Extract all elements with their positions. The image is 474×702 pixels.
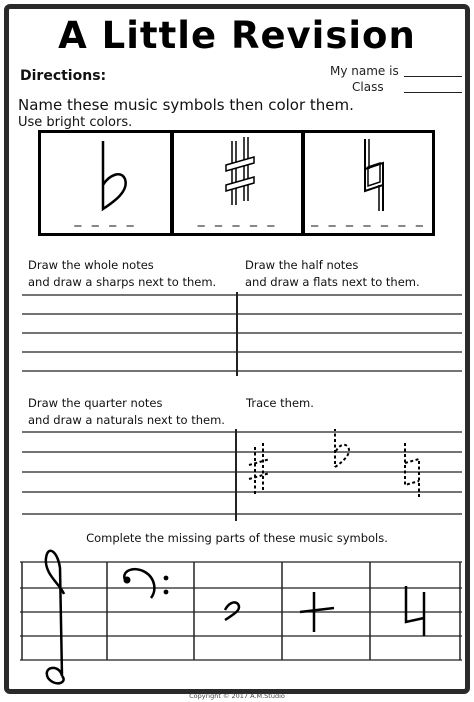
task-quarter-notes: Draw the quarter notes and draw a naturals next to them. xyxy=(28,396,225,427)
symbol-answer-blank[interactable]: _ _ _ _ _ _ _ xyxy=(311,211,426,227)
instruction-line-1: Name these music symbols then color them. xyxy=(18,96,354,114)
name-blank-line[interactable] xyxy=(404,76,462,77)
partial-flat-icon xyxy=(225,602,239,620)
complete-instruction: Complete the missing parts of these music symbols. xyxy=(86,531,388,545)
class-blank-line[interactable] xyxy=(404,92,462,93)
staff-section-complete[interactable] xyxy=(20,548,462,690)
partial-natural-icon xyxy=(406,586,424,636)
directions-label: Directions: xyxy=(20,68,107,84)
page-title: A Little Revision xyxy=(58,14,416,57)
staff-section-whole-half[interactable] xyxy=(22,292,462,376)
trace-sharp-icon xyxy=(249,443,270,495)
symbol-answer-blank[interactable]: _ _ _ _ _ xyxy=(197,211,278,227)
instruction-line-2: Use bright colors. xyxy=(18,115,133,130)
staff-section-quarter-trace[interactable] xyxy=(22,429,462,521)
task-whole-notes: Draw the whole notes and draw a sharps next to them. xyxy=(28,258,217,289)
copyright-notice: Copyright © 2017 A.M.Studio xyxy=(189,692,285,700)
partial-bass-clef-icon xyxy=(124,569,169,598)
task-half-notes: Draw the half notes and draw a flats next to them. xyxy=(245,258,420,289)
symbol-box-sharp xyxy=(171,130,304,236)
trace-natural-icon xyxy=(405,443,419,499)
symbol-answer-blank[interactable]: _ _ _ _ xyxy=(74,211,137,227)
symbol-box-flat xyxy=(38,130,173,236)
class-label: Class xyxy=(352,80,384,94)
task-trace: Trace them. xyxy=(246,396,314,410)
name-label: My name is xyxy=(330,64,399,78)
partial-treble-clef-icon xyxy=(46,551,64,684)
trace-flat-icon xyxy=(335,429,349,467)
symbol-box-natural xyxy=(302,130,435,236)
